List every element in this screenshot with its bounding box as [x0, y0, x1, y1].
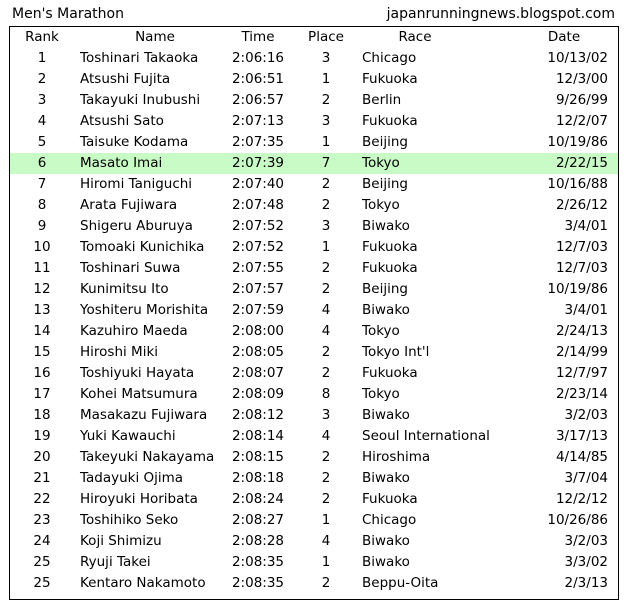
date-cell: 4/14/85 [555, 449, 608, 465]
name-cell: Kunimitsu Ito [80, 281, 169, 297]
name-cell: Toshihiko Seko [80, 512, 179, 528]
date-cell: 3/4/01 [564, 218, 608, 234]
rank-cell: 19 [33, 428, 51, 444]
time-cell: 2:08:05 [231, 344, 285, 360]
name-cell: Yoshiteru Morishita [80, 302, 209, 318]
column-header-time: Time [241, 29, 275, 45]
time-cell: 2:07:57 [231, 281, 285, 297]
time-cell: 2:08:28 [231, 533, 285, 549]
time-cell: 2:07:39 [231, 155, 285, 171]
place-cell: 2 [321, 197, 331, 213]
race-cell: Biwako [362, 218, 410, 234]
time-cell: 2:08:27 [231, 512, 285, 528]
time-cell: 2:06:57 [231, 92, 285, 108]
name-cell: Hiroyuki Horibata [80, 491, 198, 507]
rank-cell: 10 [33, 239, 51, 255]
name-cell: Toshinari Takaoka [80, 50, 199, 66]
rank-cell: 9 [37, 218, 47, 234]
race-cell: Berlin [362, 92, 402, 108]
time-cell: 2:08:09 [231, 386, 285, 402]
name-cell: Hiromi Taniguchi [80, 176, 193, 192]
place-cell: 3 [321, 113, 331, 129]
place-cell: 2 [321, 176, 331, 192]
place-cell: 2 [321, 491, 331, 507]
name-cell: Ryuji Takei [80, 554, 151, 570]
place-cell: 7 [321, 155, 331, 171]
table-row [10, 552, 618, 573]
race-cell: Fukuoka [362, 491, 418, 507]
name-cell: Shigeru Aburuya [80, 218, 193, 234]
time-cell: 2:07:40 [231, 176, 285, 192]
date-cell: 12/2/07 [555, 113, 608, 129]
time-cell: 2:08:00 [231, 323, 285, 339]
table-row [10, 90, 618, 111]
place-cell: 2 [321, 92, 331, 108]
rank-cell: 12 [33, 281, 51, 297]
race-cell: Tokyo [362, 323, 400, 339]
race-cell: Beijing [362, 281, 408, 297]
time-cell: 2:08:07 [231, 365, 285, 381]
table-row [10, 48, 618, 69]
table-row [10, 426, 618, 447]
column-header-place: Place [308, 29, 344, 45]
table-row [10, 195, 618, 216]
rank-cell: 5 [37, 134, 47, 150]
rank-cell: 8 [37, 197, 47, 213]
date-cell: 3/2/03 [564, 407, 608, 423]
place-cell: 1 [321, 239, 331, 255]
rank-cell: 7 [37, 176, 47, 192]
place-cell: 2 [321, 575, 331, 591]
table-row [10, 405, 618, 426]
source-label: japanrunningnews.blogspot.com [386, 6, 615, 22]
time-cell: 2:08:14 [231, 428, 285, 444]
table-row [10, 447, 618, 468]
table-row [10, 489, 618, 510]
time-cell: 2:07:35 [231, 134, 285, 150]
race-cell: Fukuoka [362, 260, 418, 276]
column-header-rank: Rank [25, 29, 59, 45]
rank-cell: 14 [33, 323, 51, 339]
race-cell: Beijing [362, 176, 408, 192]
page-header [0, 0, 626, 26]
date-cell: 10/26/86 [547, 512, 608, 528]
race-cell: Biwako [362, 533, 410, 549]
table-row [10, 510, 618, 531]
name-cell: Kentaro Nakamoto [80, 575, 206, 591]
race-cell: Hiroshima [362, 449, 431, 465]
date-cell: 12/7/03 [555, 260, 608, 276]
rank-cell: 3 [37, 92, 47, 108]
place-cell: 1 [321, 134, 331, 150]
place-cell: 2 [321, 470, 331, 486]
date-cell: 3/4/01 [564, 302, 608, 318]
rank-cell: 25 [33, 575, 51, 591]
time-cell: 2:07:13 [231, 113, 285, 129]
race-cell: Tokyo [362, 197, 400, 213]
date-cell: 12/2/12 [555, 491, 608, 507]
column-header-name: Name [135, 29, 175, 45]
table-row [10, 300, 618, 321]
time-cell: 2:06:16 [231, 50, 285, 66]
date-cell: 12/3/00 [555, 71, 608, 87]
rank-cell: 16 [33, 365, 51, 381]
table-row [10, 384, 618, 405]
rank-cell: 23 [33, 512, 51, 528]
time-cell: 2:08:12 [231, 407, 285, 423]
race-cell: Tokyo [362, 155, 400, 171]
time-cell: 2:08:35 [231, 554, 285, 570]
name-cell: Takayuki Inubushi [80, 92, 201, 108]
race-cell: Seoul International [362, 428, 490, 444]
place-cell: 1 [321, 554, 331, 570]
place-cell: 1 [321, 512, 331, 528]
date-cell: 2/23/14 [555, 386, 608, 402]
date-cell: 3/3/02 [564, 554, 608, 570]
race-cell: Beppu-Oita [362, 575, 439, 591]
table-row [10, 69, 618, 90]
name-cell: Tomoaki Kunichika [80, 239, 205, 255]
table-row [10, 216, 618, 237]
name-cell: Masakazu Fujiwara [80, 407, 208, 423]
table-row [10, 342, 618, 363]
date-cell: 2/26/12 [555, 197, 608, 213]
time-cell: 2:08:15 [231, 449, 285, 465]
race-cell: Fukuoka [362, 71, 418, 87]
name-cell: Koji Shimizu [80, 533, 162, 549]
name-cell: Toshinari Suwa [80, 260, 181, 276]
table-row [10, 258, 618, 279]
column-header-race: Race [398, 29, 432, 45]
name-cell: Taisuke Kodama [80, 134, 189, 150]
name-cell: Kohei Matsumura [80, 386, 198, 402]
date-cell: 2/24/13 [555, 323, 608, 339]
date-cell: 10/13/02 [547, 50, 608, 66]
table-row [10, 279, 618, 300]
date-cell: 12/7/97 [555, 365, 608, 381]
rank-cell: 4 [37, 113, 47, 129]
race-cell: Biwako [362, 554, 410, 570]
rank-cell: 24 [33, 533, 51, 549]
time-cell: 2:08:24 [231, 491, 285, 507]
name-cell: Tadayuki Ojima [80, 470, 184, 486]
rank-cell: 18 [33, 407, 51, 423]
place-cell: 2 [321, 281, 331, 297]
rank-cell: 6 [37, 155, 47, 171]
place-cell: 4 [321, 428, 331, 444]
name-cell: Hiroshi Miki [80, 344, 159, 360]
date-cell: 3/2/03 [564, 533, 608, 549]
race-cell: Biwako [362, 302, 410, 318]
page-title: Men's Marathon [12, 6, 124, 22]
table-row [10, 132, 618, 153]
rank-cell: 22 [33, 491, 51, 507]
place-cell: 2 [321, 344, 331, 360]
results-table [9, 26, 619, 600]
place-cell: 3 [321, 218, 331, 234]
rank-cell: 17 [33, 386, 51, 402]
date-cell: 10/16/88 [547, 176, 608, 192]
rank-cell: 25 [33, 554, 51, 570]
race-cell: Chicago [362, 50, 417, 66]
name-cell: Toshiyuki Hayata [80, 365, 195, 381]
place-cell: 3 [321, 407, 331, 423]
place-cell: 2 [321, 260, 331, 276]
time-cell: 2:08:35 [231, 575, 285, 591]
rank-cell: 11 [33, 260, 51, 276]
rank-cell: 15 [33, 344, 51, 360]
table-row [10, 573, 618, 594]
date-cell: 10/19/86 [547, 134, 608, 150]
table-row [10, 363, 618, 384]
place-cell: 4 [321, 533, 331, 549]
name-cell: Atsushi Fujita [80, 71, 171, 87]
table-row [10, 174, 618, 195]
place-cell: 4 [321, 302, 331, 318]
name-cell: Arata Fujiwara [80, 197, 178, 213]
race-cell: Tokyo [362, 386, 400, 402]
race-cell: Tokyo Int'l [362, 344, 430, 360]
place-cell: 3 [321, 50, 331, 66]
table-row-highlighted [10, 153, 618, 174]
table-row [10, 237, 618, 258]
date-cell: 9/26/99 [555, 92, 608, 108]
table-row [10, 111, 618, 132]
column-header-date: Date [547, 29, 581, 45]
race-cell: Fukuoka [362, 113, 418, 129]
time-cell: 2:08:18 [231, 470, 285, 486]
race-cell: Beijing [362, 134, 408, 150]
table-header-row [10, 27, 618, 48]
table-row [10, 321, 618, 342]
table-row [10, 531, 618, 552]
date-cell: 3/17/13 [555, 428, 608, 444]
rank-cell: 21 [33, 470, 51, 486]
place-cell: 2 [321, 365, 331, 381]
time-cell: 2:07:52 [231, 239, 285, 255]
rank-cell: 2 [37, 71, 47, 87]
time-cell: 2:07:52 [231, 218, 285, 234]
time-cell: 2:06:51 [231, 71, 285, 87]
rank-cell: 1 [37, 50, 47, 66]
rank-cell: 20 [33, 449, 51, 465]
place-cell: 2 [321, 449, 331, 465]
place-cell: 4 [321, 323, 331, 339]
time-cell: 2:07:48 [231, 197, 285, 213]
date-cell: 2/22/15 [555, 155, 608, 171]
date-cell: 3/7/04 [564, 470, 608, 486]
place-cell: 1 [321, 71, 331, 87]
name-cell: Masato Imai [80, 155, 163, 171]
race-cell: Fukuoka [362, 365, 418, 381]
date-cell: 12/7/03 [555, 239, 608, 255]
name-cell: Takeyuki Nakayama [80, 449, 215, 465]
date-cell: 2/14/99 [555, 344, 608, 360]
rank-cell: 13 [33, 302, 51, 318]
name-cell: Yuki Kawauchi [80, 428, 176, 444]
race-cell: Chicago [362, 512, 417, 528]
place-cell: 8 [321, 386, 331, 402]
time-cell: 2:07:55 [231, 260, 285, 276]
table-row [10, 468, 618, 489]
time-cell: 2:07:59 [231, 302, 285, 318]
date-cell: 2/3/13 [564, 575, 608, 591]
race-cell: Fukuoka [362, 239, 418, 255]
race-cell: Biwako [362, 407, 410, 423]
date-cell: 10/19/86 [547, 281, 608, 297]
name-cell: Atsushi Sato [80, 113, 164, 129]
race-cell: Biwako [362, 470, 410, 486]
name-cell: Kazuhiro Maeda [80, 323, 188, 339]
